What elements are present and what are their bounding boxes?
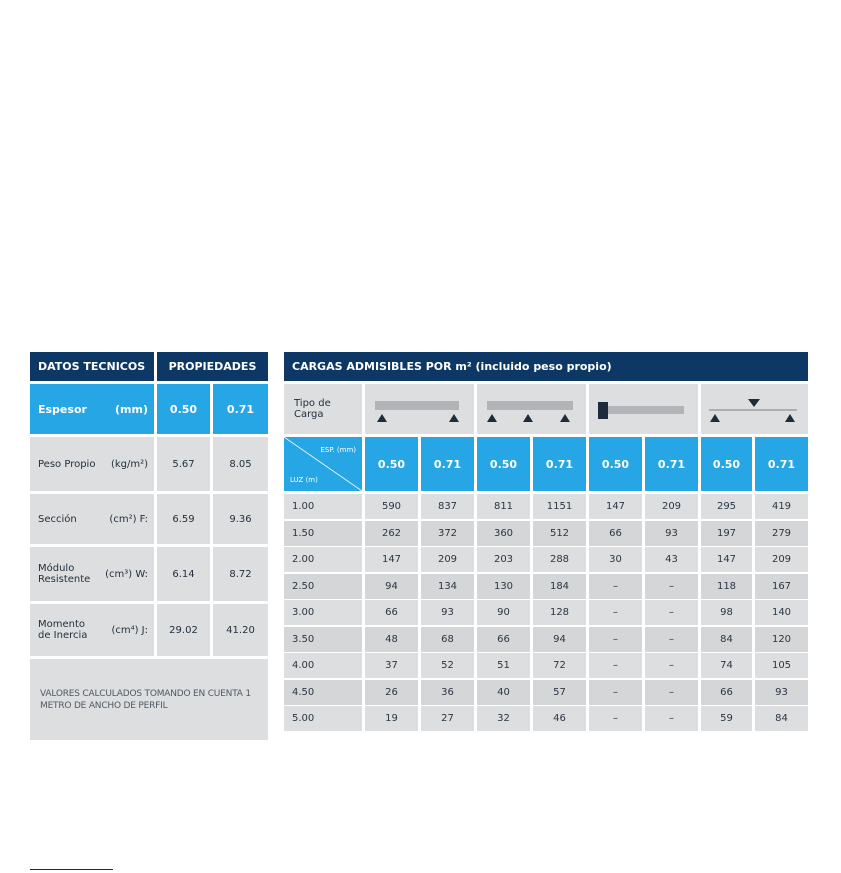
modulo-resistente-value-1: 6.14	[157, 547, 210, 601]
seccion-value-2: 9.36	[213, 494, 268, 544]
esp-header-cell: 0.71	[755, 437, 808, 491]
point-load-beam-icon	[701, 384, 808, 434]
load-value-cell: 105	[755, 653, 808, 678]
datos-tecnicos-header: DATOS TECNICOS	[30, 352, 154, 381]
load-value-cell: 43	[645, 547, 698, 572]
load-value-cell: 46	[533, 706, 586, 731]
load-value-cell: 372	[421, 521, 474, 546]
seccion-value-1: 6.59	[157, 494, 210, 544]
load-value-cell: 98	[701, 600, 752, 625]
load-value-cell: 66	[477, 627, 530, 652]
luz-cell: 2.50	[284, 574, 362, 599]
load-value-cell: 94	[533, 627, 586, 652]
load-value-cell: 167	[755, 574, 808, 599]
espesor-value-2: 0.71	[213, 384, 268, 434]
espesor-unit: (mm)	[115, 402, 148, 416]
load-value-cell: 134	[421, 574, 474, 599]
seccion-label: Sección (cm²) F:	[30, 494, 154, 544]
load-value-cell: 295	[701, 494, 752, 519]
load-value-cell: 72	[533, 653, 586, 678]
load-value-cell: 147	[589, 494, 642, 519]
load-value-cell: 184	[533, 574, 586, 599]
load-value-cell: –	[589, 600, 642, 625]
load-value-cell: 140	[755, 600, 808, 625]
luz-cell: 1.50	[284, 521, 362, 546]
load-value-cell: 37	[365, 653, 418, 678]
load-value-cell: –	[589, 627, 642, 652]
load-value-cell: –	[645, 600, 698, 625]
load-value-cell: 26	[365, 680, 418, 705]
peso-propio-value-2: 8.05	[213, 437, 268, 491]
load-value-cell: 66	[365, 600, 418, 625]
load-value-cell: –	[645, 706, 698, 731]
load-value-cell: 57	[533, 680, 586, 705]
load-value-cell: 279	[755, 521, 808, 546]
load-value-cell: –	[645, 680, 698, 705]
load-value-cell: 19	[365, 706, 418, 731]
peso-propio-label: Peso Propio (kg/m²)	[30, 437, 154, 491]
footnote-rule	[30, 869, 113, 870]
load-value-cell: –	[589, 680, 642, 705]
esp-header-cell: 0.71	[645, 437, 698, 491]
load-value-cell: 84	[755, 706, 808, 731]
load-value-cell: 130	[477, 574, 530, 599]
load-value-cell: 118	[701, 574, 752, 599]
load-value-cell: –	[589, 653, 642, 678]
load-value-cell: 93	[421, 600, 474, 625]
load-value-cell: –	[645, 653, 698, 678]
load-value-cell: 84	[701, 627, 752, 652]
esp-header-cell: 0.50	[477, 437, 530, 491]
load-value-cell: 74	[701, 653, 752, 678]
esp-header-cell: 0.50	[589, 437, 642, 491]
esp-header-cell: 0.71	[533, 437, 586, 491]
load-value-cell: 59	[701, 706, 752, 731]
cantilever-beam-icon	[589, 384, 698, 434]
load-value-cell: 590	[365, 494, 418, 519]
load-value-cell: 1151	[533, 494, 586, 519]
load-value-cell: 66	[701, 680, 752, 705]
load-value-cell: 419	[755, 494, 808, 519]
espesor-label	[30, 384, 154, 434]
load-value-cell: 36	[421, 680, 474, 705]
propiedades-header: PROPIEDADES	[157, 352, 268, 381]
luz-cell: 3.00	[284, 600, 362, 625]
load-value-cell: 837	[421, 494, 474, 519]
load-value-cell: 32	[477, 706, 530, 731]
modulo-resistente-value-2: 8.72	[213, 547, 268, 601]
load-value-cell: –	[589, 574, 642, 599]
momento-inercia-label: Momento de Inercia (cm⁴) J:	[30, 604, 154, 656]
load-value-cell: 68	[421, 627, 474, 652]
load-value-cell: –	[589, 706, 642, 731]
luz-cell: 3.50	[284, 627, 362, 652]
load-value-cell: 512	[533, 521, 586, 546]
esp-header-cell: 0.50	[701, 437, 752, 491]
peso-propio-value-1: 5.67	[157, 437, 210, 491]
luz-cell: 4.50	[284, 680, 362, 705]
esp-label: ESP. (mm)	[320, 446, 356, 454]
load-value-cell: 197	[701, 521, 752, 546]
load-value-cell: 93	[645, 521, 698, 546]
load-value-cell: 288	[533, 547, 586, 572]
luz-cell: 2.00	[284, 547, 362, 572]
load-value-cell: 147	[365, 547, 418, 572]
modulo-resistente-label: Módulo Resistente (cm³) W:	[30, 547, 154, 601]
load-value-cell: 27	[421, 706, 474, 731]
esp-luz-corner-cell	[284, 437, 362, 491]
load-value-cell: 209	[755, 547, 808, 572]
tipo-de-carga-label: Tipo de Carga	[284, 384, 362, 434]
load-value-cell: –	[645, 574, 698, 599]
luz-label: LUZ (m)	[290, 476, 318, 484]
load-value-cell: 203	[477, 547, 530, 572]
simple-beam-two-supports-icon	[365, 384, 474, 434]
load-value-cell: 120	[755, 627, 808, 652]
load-value-cell: 262	[365, 521, 418, 546]
momento-inercia-value-2: 41.20	[213, 604, 268, 656]
load-value-cell: 90	[477, 600, 530, 625]
load-value-cell: 811	[477, 494, 530, 519]
cargas-admisibles-header: CARGAS ADMISIBLES POR m² (incluido peso propio)	[284, 352, 808, 381]
luz-cell: 4.00	[284, 653, 362, 678]
load-value-cell: 40	[477, 680, 530, 705]
continuous-beam-three-supports-icon	[477, 384, 586, 434]
calculation-note: VALORES CALCULADOS TOMANDO EN CUENTA 1 METRO DE ANCHO DE PERFIL	[30, 659, 268, 740]
load-value-cell: –	[645, 627, 698, 652]
load-value-cell: 66	[589, 521, 642, 546]
luz-cell: 5.00	[284, 706, 362, 731]
load-value-cell: 51	[477, 653, 530, 678]
load-value-cell: 147	[701, 547, 752, 572]
esp-header-cell: 0.71	[421, 437, 474, 491]
load-value-cell: 209	[421, 547, 474, 572]
load-value-cell: 360	[477, 521, 530, 546]
esp-header-cell: 0.50	[365, 437, 418, 491]
momento-inercia-value-1: 29.02	[157, 604, 210, 656]
load-value-cell: 52	[421, 653, 474, 678]
load-value-cell: 209	[645, 494, 698, 519]
load-value-cell: 93	[755, 680, 808, 705]
espesor-value-1: 0.50	[157, 384, 210, 434]
espesor-name: Espesor	[38, 402, 87, 416]
luz-cell: 1.00	[284, 494, 362, 519]
load-value-cell: 48	[365, 627, 418, 652]
load-value-cell: 30	[589, 547, 642, 572]
load-value-cell: 94	[365, 574, 418, 599]
load-value-cell: 128	[533, 600, 586, 625]
